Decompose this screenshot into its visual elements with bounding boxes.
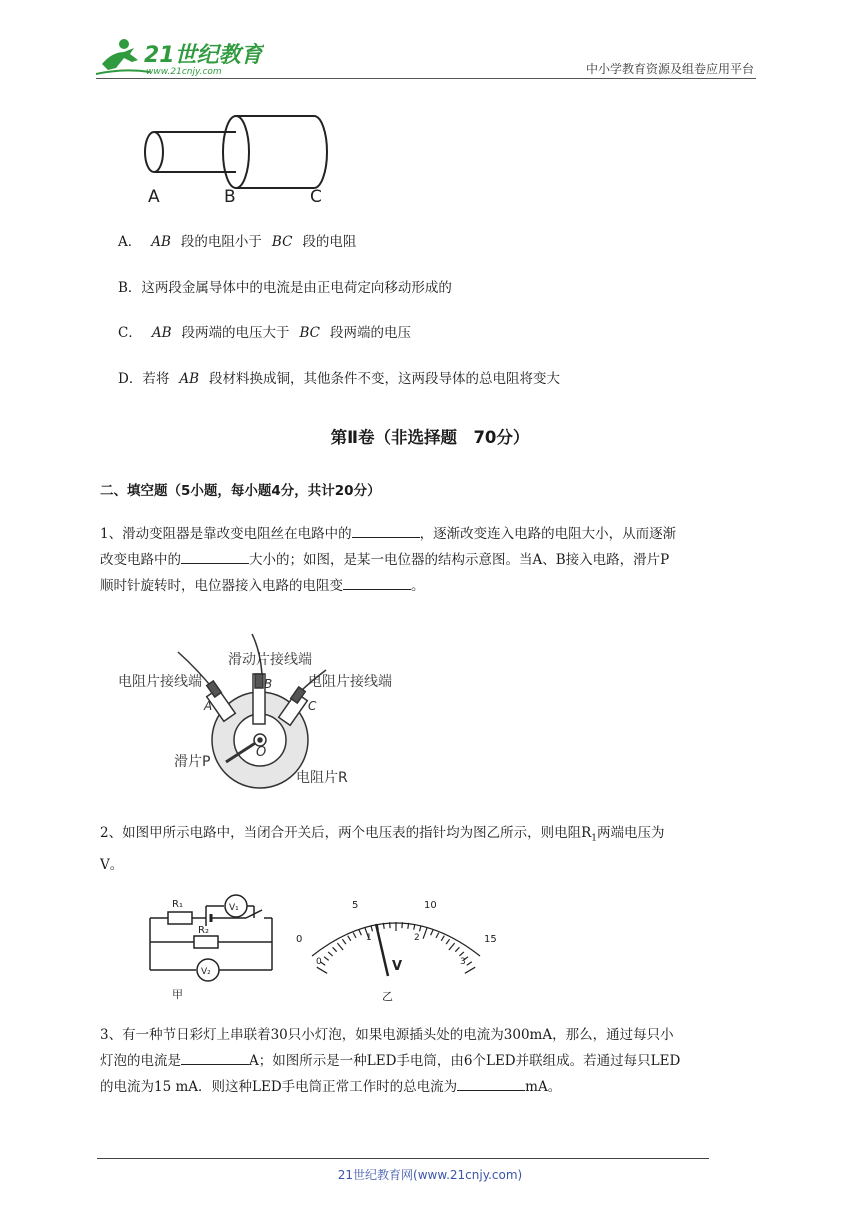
meter-tick [371, 926, 373, 932]
label-c: C [310, 187, 322, 207]
inner-tick-1: 1 [366, 933, 372, 943]
label-r2: R₂ [198, 925, 209, 936]
section-title: 二、填空题（5小题，每小题4分，共计20分） [100, 483, 381, 499]
part2-title: 第Ⅱ卷（非选择题 70分） [330, 428, 530, 447]
meter-tick [446, 939, 450, 944]
label-slider-terminal: 滑动片接线端 [228, 652, 312, 668]
footer-link[interactable]: 21世纪教育网(www.21cnjy.com) [337, 1168, 523, 1182]
svg-text:O: O [256, 745, 267, 760]
meter-tick [353, 933, 356, 938]
meter-tick [324, 957, 329, 961]
meter-tick [342, 939, 346, 944]
meter-tick [423, 927, 427, 938]
platform-name: 中小学教育资源及组卷应用平台 [585, 62, 754, 76]
logo-url: www.21cnjy.com [146, 67, 222, 77]
label-a: A [148, 187, 160, 207]
meter-tick [337, 943, 343, 950]
caption-jia: 甲 [172, 988, 183, 1001]
option-c: C． AB 段两端的电压大于 BC 段两端的电压 [118, 325, 412, 341]
meter-tick [390, 922, 391, 928]
meter-tick [459, 952, 464, 956]
meter-tick [441, 936, 444, 941]
blank-3-2[interactable] [457, 1074, 525, 1091]
option-a: A． AB 段的电阻小于 BC 段的电阻 [118, 234, 357, 250]
meter-tick [449, 943, 455, 950]
label-resistor: 电阻片R [296, 770, 348, 786]
svg-text:B: B [264, 677, 273, 691]
voltmeter-figure [290, 894, 504, 1008]
footer-divider [97, 1158, 709, 1159]
site-logo [94, 34, 264, 78]
blank-1-3[interactable] [343, 573, 411, 590]
meter-tick [431, 930, 434, 936]
outer-tick-10: 10 [424, 900, 437, 911]
meter-tick [359, 930, 362, 936]
potentiometer-figure [110, 630, 420, 799]
meter-tick [348, 936, 351, 941]
option-b: B．这两段金属导体中的电流是由正电荷定向移动形成的 [118, 280, 452, 296]
outer-tick-5: 5 [352, 900, 359, 911]
outer-tick-15: 15 [484, 934, 497, 945]
label-v1: V₁ [229, 903, 239, 913]
caption-yi: 乙 [382, 990, 393, 1003]
label-slider: 滑片P [174, 754, 211, 770]
logo-text: 21世纪教育 [144, 43, 263, 68]
meter-unit: V [392, 959, 403, 974]
label-resistor-terminal-left: 电阻片接线端 [118, 674, 202, 690]
runner-icon [96, 39, 150, 74]
meter-needle [376, 924, 388, 976]
meter-tick [420, 926, 422, 932]
meter-tick [333, 947, 337, 951]
outer-tick-0: 0 [296, 934, 303, 945]
question-1: 1、滑动变阻器是靠改变电阻丝在电路中的 ，逐渐改变连入电路的电阻大小，从而逐渐 改变电路中的 大小的；如图，是某一电位器的结构示意图。当A、B接入电路，滑片P 顺时针旋转时，电位器接入电路的电阻变 。 [100, 521, 762, 599]
label-b: B [224, 187, 236, 207]
svg-text:C: C [308, 699, 317, 713]
blank-1-1[interactable] [352, 521, 420, 538]
conductor-figure [134, 104, 344, 212]
inner-tick-3: 3 [460, 957, 466, 967]
blank-3-1[interactable] [181, 1048, 249, 1065]
meter-tick [328, 952, 333, 956]
option-d: D．若将 AB 段材料换成铜，其他条件不变，这两段导体的总电阻将变大 [118, 371, 560, 387]
meter-tick [467, 962, 472, 965]
inner-tick-0: 0 [316, 957, 322, 967]
question-2: 2、如图甲所示电路中，当闭合开关后，两个电压表的指针均为图乙所示，则电阻$R_1$两端电压为 V。 [100, 825, 665, 873]
meter-tick [317, 967, 327, 973]
svg-text:A: A [204, 699, 213, 713]
label-r1: R₁ [172, 899, 183, 910]
meter-tick [455, 947, 459, 951]
meter-tick [436, 933, 439, 938]
label-v2: V₂ [201, 967, 211, 977]
label-resistor-terminal-right: 电阻片接线端 [308, 674, 392, 690]
circuit-figure [142, 892, 282, 1006]
header-divider [96, 78, 756, 79]
meter-tick [402, 922, 403, 928]
meter-tick [465, 967, 475, 973]
inner-tick-2: 2 [414, 933, 420, 943]
question-3: 3、有一种节日彩灯上串联着30只小灯泡，如果电源插头处的电流为300mA，那么，通过每只小 灯泡的电流是 A；如图所示是一种LED手电筒，由6个LED并联组成。若通过每只LED 的电流为15 mA．则这种LED手电筒正常工作时的总电流为 mA。 [100, 1027, 681, 1095]
blank-1-2[interactable] [181, 547, 249, 564]
